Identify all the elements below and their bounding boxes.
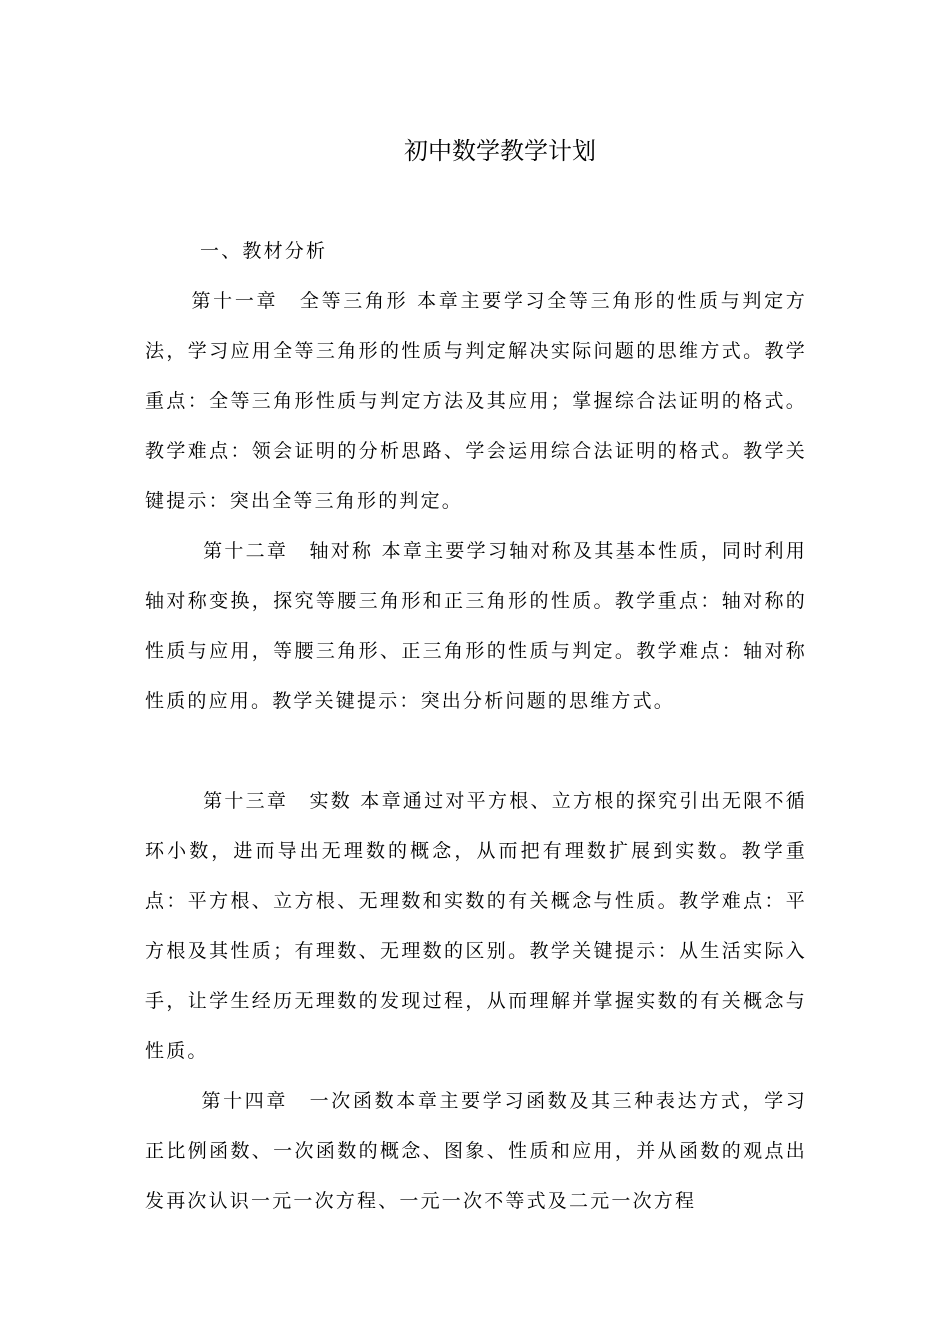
section-heading: 一、教材分析 (200, 240, 328, 262)
paragraph-chapter-12 (145, 526, 807, 726)
paragraph-text: 第十四章 一次函数本章主要学习函数及其三种表达方式，学习正比例函数、一次函数的概念、图象、性质和应用，并从函数的观点出发再次认识一元一次方程、一元一次不等式及二元一次方程 (145, 1090, 807, 1212)
paragraph-chapter-11 (145, 276, 807, 526)
paragraph-chapter-14 (145, 1076, 807, 1226)
document-title: 初中数学教学计划 (404, 137, 596, 165)
paragraph-text: 第十二章 轴对称 本章主要学习轴对称及其基本性质，同时利用轴对称变换，探究等腰三角形和正三角形的性质。教学重点：轴对称的性质与应用，等腰三角形、正三角形的性质与判定。教学难点：轴对称性质的应用。教学关键提示：突出分析问题的思维方式。 (145, 540, 807, 712)
paragraph-text: 第十一章 全等三角形 本章主要学习全等三角形的性质与判定方法，学习应用全等三角形的性质与判定解决实际问题的思维方式。教学重点：全等三角形性质与判定方法及其应用；掌握综合法证明的格式。教学难点：领会证明的分析思路、学会运用综合法证明的格式。教学关键提示：突出全等三角形的判定。 (145, 290, 807, 512)
paragraph-text: 第十三章 实数 本章通过对平方根、立方根的探究引出无限不循环小数，进而导出无理数的概念，从而把有理数扩展到实数。教学重点：平方根、立方根、无理数和实数的有关概念与性质。教学难点：平方根及其性质；有理数、无理数的区别。教学关键提示：从生活实际入手，让学生经历无理数的发现过程，从而理解并掌握实数的有关概念与性质。 (145, 790, 807, 1062)
paragraph-chapter-13 (145, 776, 807, 1076)
